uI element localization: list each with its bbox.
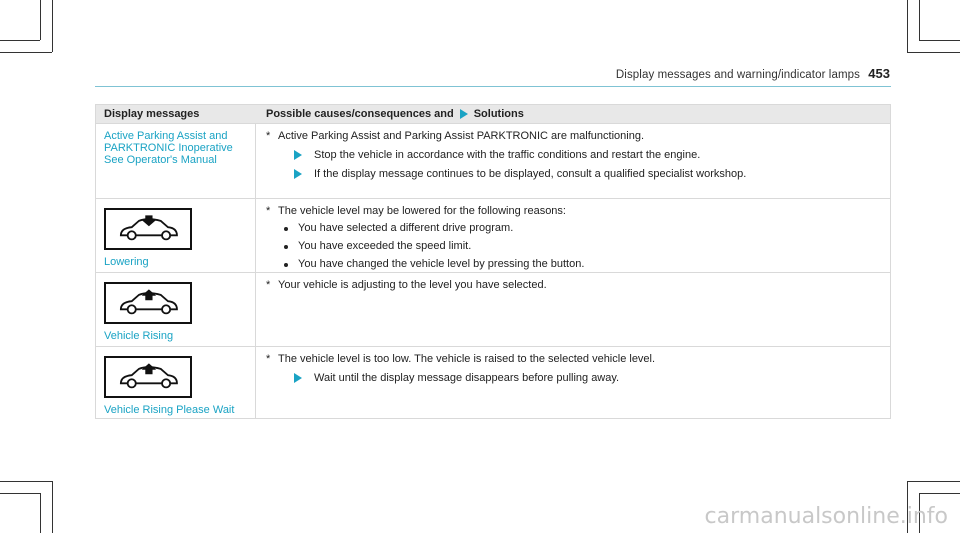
cause-text: The vehicle level is too low. The vehicle is raised to the selected vehicle level. [278, 353, 656, 365]
table-row [96, 272, 890, 346]
section-title: Display messages and warning/indicator lamps [615, 69, 860, 81]
table-row [96, 123, 890, 198]
action [294, 168, 880, 181]
action [294, 372, 880, 385]
crop-mark [919, 493, 960, 494]
bullet-icon [284, 227, 288, 231]
message-cell [96, 347, 256, 418]
solution-cell [256, 347, 890, 418]
message-cell [96, 124, 256, 198]
crop-mark [0, 40, 40, 41]
vehicle-lowering-icon [104, 208, 192, 250]
message-cell [96, 199, 256, 272]
asterisk-icon: * [266, 130, 271, 142]
asterisk-icon: * [266, 353, 271, 365]
crop-mark [40, 0, 41, 40]
crop-mark [919, 0, 920, 40]
arrow-icon [294, 373, 302, 383]
crop-mark [0, 493, 40, 494]
cause [266, 205, 880, 218]
list-item [278, 258, 880, 271]
column-header-solutions-suffix: Solutions [473, 108, 524, 120]
crop-mark [907, 0, 908, 52]
message-label: Vehicle Rising Please Wait [104, 404, 235, 416]
cause-text: Active Parking Assist and Parking Assist PARKTRONIC are malfunctioning. [278, 130, 644, 142]
crop-mark [0, 481, 52, 482]
action-text: If the display message continues to be displayed, consult a qualified specialist workshop. [314, 168, 747, 180]
crop-mark [52, 481, 53, 533]
list-item [278, 222, 880, 235]
vehicle-rising-icon [104, 282, 192, 324]
vehicle-rising-icon [104, 356, 192, 398]
bullet-text: You have exceeded the speed limit. [298, 240, 472, 252]
column-header-solutions [256, 108, 890, 120]
table-row [96, 198, 890, 272]
bullet-icon [284, 263, 288, 267]
list-item [278, 240, 880, 253]
message-line: Active Parking Assist and [104, 130, 228, 142]
crop-mark [907, 481, 960, 482]
asterisk-icon: * [266, 279, 271, 291]
message-label: Vehicle Rising [104, 330, 174, 342]
display-messages-table [95, 104, 891, 419]
solution-cell [256, 199, 890, 272]
column-header-messages: Display messages [104, 108, 200, 120]
action [294, 149, 880, 162]
action-text: Stop the vehicle in accordance with the traffic conditions and restart the engine. [314, 149, 701, 161]
column-header-solutions-label: Possible causes/consequences and [266, 108, 454, 120]
cause [266, 353, 880, 366]
page-number: 453 [868, 66, 890, 81]
cause [266, 279, 880, 292]
message-line: PARKTRONIC Inoperative [104, 142, 233, 154]
message-cell [96, 273, 256, 346]
crop-mark [52, 0, 53, 52]
table-row [96, 346, 890, 418]
watermark: carmanualsonline.info [704, 504, 948, 529]
crop-mark [907, 52, 960, 53]
message-line: See Operator's Manual [104, 154, 217, 166]
solution-cell [256, 124, 890, 198]
bullet-text: You have selected a different drive program. [298, 222, 514, 234]
header-rule [95, 86, 891, 87]
arrow-icon [294, 169, 302, 179]
bullet-icon [284, 245, 288, 249]
arrow-icon [294, 150, 302, 160]
table-header [96, 105, 890, 123]
cause-text: Your vehicle is adjusting to the level you have selected. [278, 279, 547, 291]
bullet-text: You have changed the vehicle level by pressing the button. [298, 258, 585, 270]
arrow-icon [460, 109, 468, 119]
crop-mark [919, 40, 960, 41]
message-label: Lowering [104, 256, 149, 268]
crop-mark [0, 52, 52, 53]
action-text: Wait until the display message disappears before pulling away. [314, 372, 620, 384]
asterisk-icon: * [266, 205, 271, 217]
crop-mark [40, 493, 41, 533]
bullet-list [278, 222, 880, 271]
cause-text: The vehicle level may be lowered for the following reasons: [278, 205, 566, 217]
solution-cell [256, 273, 890, 346]
cause [266, 130, 880, 143]
